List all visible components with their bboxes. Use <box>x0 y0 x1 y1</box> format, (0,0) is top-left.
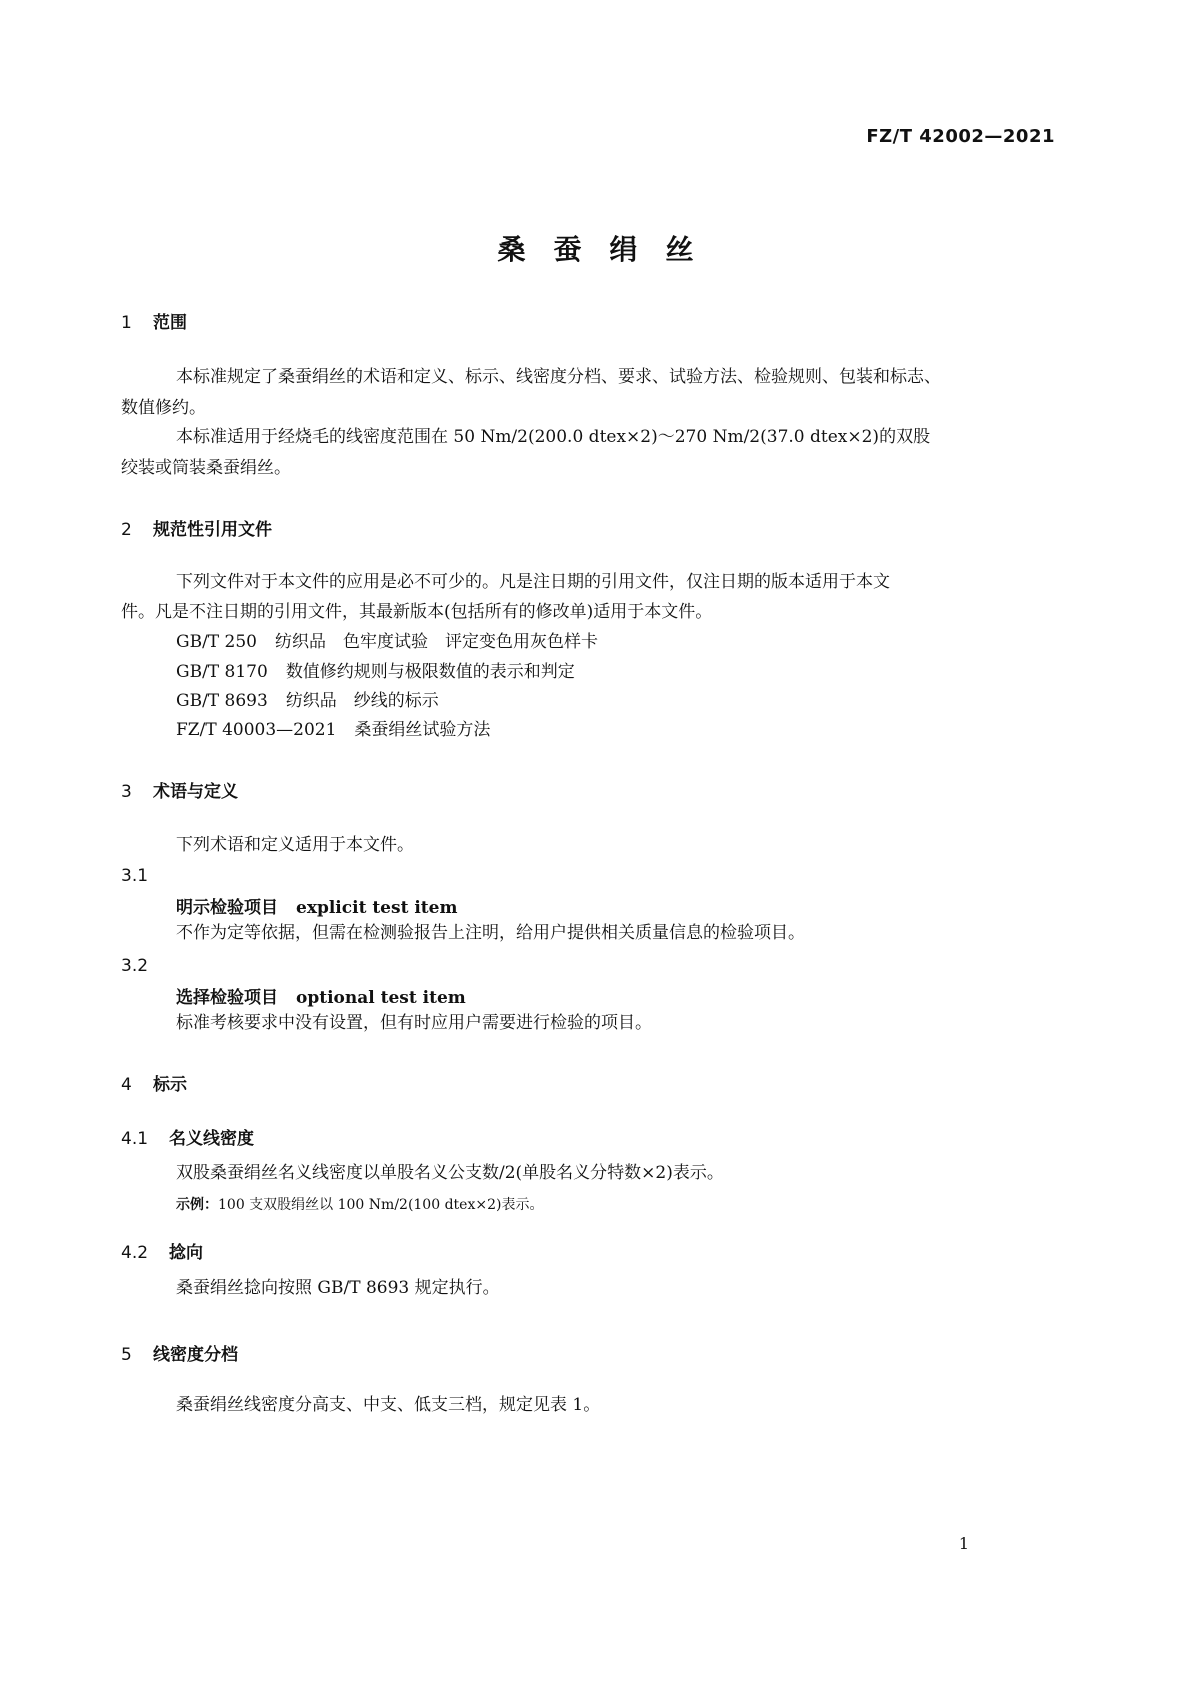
section-4-1-heading <box>121 1124 254 1149</box>
subsection-number: 4.2 <box>121 1243 149 1263</box>
section-number: 5 <box>121 1345 132 1365</box>
section-number: 2 <box>121 520 132 540</box>
example-label: 示例： <box>176 1197 218 1213</box>
standard-number: FZ/T 42002—2021 <box>866 126 1055 147</box>
example-note <box>176 1194 543 1214</box>
term-number: 3.1 <box>121 866 149 886</box>
s4-1-text: 双股桑蚕绢丝名义线密度以单股名义公支数/2(单股名义分特数×2)表示。 <box>176 1163 724 1183</box>
document-title: 桑蚕绢丝 <box>497 233 722 266</box>
reference-code: GB/T 8170 <box>176 662 268 682</box>
section-title: 范围 <box>153 313 187 333</box>
reference-item <box>176 686 439 717</box>
subsection-title: 捻向 <box>169 1243 203 1263</box>
reference-title: 纺织品 纱线的标示 <box>285 691 439 711</box>
term-en: explicit test item <box>296 898 458 918</box>
reference-item <box>176 657 575 688</box>
reference-code: FZ/T 40003—2021 <box>176 720 337 740</box>
reference-title: 纺织品 色牢度试验 评定变色用灰色样卡 <box>275 632 598 652</box>
s1-p2-line2: 绞装或筒装桑蚕绢丝。 <box>121 458 291 478</box>
term-heading <box>176 983 466 1008</box>
reference-code: GB/T 250 <box>176 632 257 652</box>
term-heading <box>176 893 457 918</box>
section-1-heading <box>121 308 187 333</box>
s2-p1-line1: 下列文件对于本文件的应用是必不可少的。凡是注日期的引用文件，仅注日期的版本适用于本文 <box>176 572 890 592</box>
section-title: 术语与定义 <box>153 782 238 802</box>
reference-item <box>176 715 490 746</box>
s4-2-text: 桑蚕绢丝捻向按照 GB/T 8693 规定执行。 <box>176 1278 500 1298</box>
subsection-title: 名义线密度 <box>169 1129 254 1149</box>
term-number: 3.2 <box>121 956 149 976</box>
term-en: optional test item <box>296 988 466 1008</box>
section-number: 4 <box>121 1075 132 1095</box>
example-text: 100 支双股绢丝以 100 Nm/2(100 dtex×2)表示。 <box>218 1197 544 1213</box>
section-4-heading <box>121 1070 187 1095</box>
reference-title: 数值修约规则与极限数值的表示和判定 <box>285 662 575 682</box>
reference-title: 桑蚕绢丝试验方法 <box>354 720 491 740</box>
s3-intro: 下列术语和定义适用于本文件。 <box>176 835 414 855</box>
section-title: 标示 <box>153 1075 187 1095</box>
term-zh: 明示检验项目 <box>176 898 278 918</box>
section-2-heading <box>121 515 272 540</box>
section-4-2-heading <box>121 1238 203 1263</box>
s1-p2-line1: 本标准适用于经烧毛的线密度范围在 50 Nm/2(200.0 dtex×2)～270 Nm/2(37.0 dtex×2)的双股 <box>176 427 931 447</box>
subsection-number: 4.1 <box>121 1129 149 1149</box>
s1-p1-line1: 本标准规定了桑蚕绢丝的术语和定义、标示、线密度分档、要求、试验方法、检验规则、包装和标志、 <box>176 367 941 387</box>
s5-text: 桑蚕绢丝线密度分高支、中支、低支三档，规定见表 1。 <box>176 1395 601 1415</box>
reference-code: GB/T 8693 <box>176 691 268 711</box>
section-3-heading <box>121 777 238 802</box>
page-number: 1 <box>958 1534 969 1553</box>
section-title: 规范性引用文件 <box>153 520 272 540</box>
s2-p1-line2: 件。凡是不注日期的引用文件，其最新版本(包括所有的修改单)适用于本文件。 <box>121 602 713 622</box>
section-title: 线密度分档 <box>153 1345 238 1365</box>
term-definition: 不作为定等依据，但需在检测验报告上注明，给用户提供相关质量信息的检验项目。 <box>176 923 805 943</box>
term-definition: 标准考核要求中没有设置，但有时应用户需要进行检验的项目。 <box>176 1013 652 1033</box>
section-number: 1 <box>121 313 132 333</box>
s1-p1-line2: 数值修约。 <box>121 398 206 418</box>
section-5-heading <box>121 1340 238 1365</box>
reference-item <box>176 627 598 658</box>
section-number: 3 <box>121 782 132 802</box>
term-zh: 选择检验项目 <box>176 988 278 1008</box>
